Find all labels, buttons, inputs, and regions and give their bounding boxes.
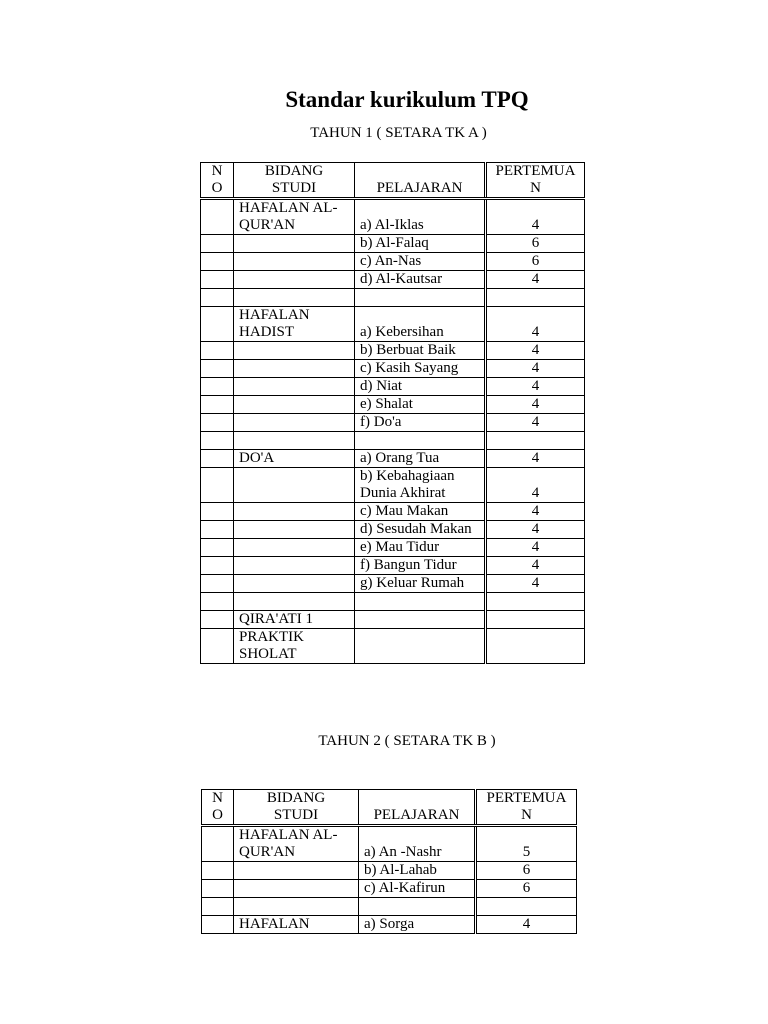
curriculum-table-tahun-1 bbox=[200, 162, 585, 664]
cell-no bbox=[201, 271, 234, 289]
cell-pelajaran bbox=[359, 898, 476, 916]
cell-bidang-studi bbox=[234, 378, 355, 396]
bidang-studi-text: HAFALAN AL- bbox=[239, 827, 338, 843]
cell-pelajaran bbox=[355, 593, 486, 611]
pelajaran-text: c) An-Nas bbox=[360, 253, 422, 269]
column-header-text: N bbox=[521, 807, 532, 823]
table-header bbox=[201, 163, 585, 199]
column-header-text: N bbox=[212, 790, 223, 806]
cell-pelajaran bbox=[359, 916, 476, 934]
column-header-text: PERTEMUA bbox=[495, 163, 576, 179]
table-row bbox=[201, 253, 585, 271]
cell-bidang-studi bbox=[234, 557, 355, 575]
cell-pertemuan: 6 bbox=[476, 880, 577, 898]
cell-bidang-studi bbox=[234, 307, 355, 342]
cell-bidang-studi bbox=[234, 539, 355, 557]
cell-bidang-studi bbox=[234, 503, 355, 521]
pelajaran-text: d) Al-Kautsar bbox=[360, 271, 443, 287]
curriculum-table-tahun-2 bbox=[201, 789, 577, 934]
table-header bbox=[202, 790, 577, 826]
cell-pertemuan: 4 bbox=[486, 575, 585, 593]
cell-pelajaran bbox=[359, 826, 476, 862]
pelajaran-text: c) Kasih Sayang bbox=[360, 360, 459, 376]
table-row bbox=[201, 593, 585, 611]
pelajaran-text: f) Do'a bbox=[360, 414, 402, 430]
cell-pertemuan: 5 bbox=[476, 826, 577, 862]
column-header-pertemuan bbox=[486, 163, 585, 199]
bidang-studi-text: HADIST bbox=[239, 324, 294, 340]
cell-bidang-studi bbox=[234, 575, 355, 593]
section-heading-tahun-2: TAHUN 2 ( SETARA TK B ) bbox=[318, 733, 496, 749]
pelajaran-text: c) Al-Kafirun bbox=[364, 880, 446, 896]
cell-pelajaran bbox=[355, 539, 486, 557]
table-row bbox=[202, 898, 577, 916]
cell-no bbox=[201, 396, 234, 414]
table-row bbox=[201, 378, 585, 396]
cell-no bbox=[201, 593, 234, 611]
cell-pertemuan: 4 bbox=[486, 468, 585, 503]
cell-pelajaran bbox=[355, 289, 486, 307]
bidang-studi-text: HAFALAN bbox=[239, 307, 310, 323]
cell-pelajaran bbox=[355, 629, 486, 664]
cell-pelajaran bbox=[355, 253, 486, 271]
table-row bbox=[201, 199, 585, 235]
table-row bbox=[201, 629, 585, 664]
table-row bbox=[201, 611, 585, 629]
pelajaran-text: f) Bangun Tidur bbox=[360, 557, 457, 573]
cell-pertemuan: 4 bbox=[486, 414, 585, 432]
table-row bbox=[201, 289, 585, 307]
column-header-no bbox=[201, 163, 234, 199]
cell-no bbox=[201, 575, 234, 593]
cell-bidang-studi bbox=[234, 611, 355, 629]
cell-pelajaran bbox=[355, 450, 486, 468]
cell-no bbox=[201, 557, 234, 575]
table-row bbox=[201, 575, 585, 593]
cell-pelajaran bbox=[355, 396, 486, 414]
cell-pertemuan: 6 bbox=[486, 235, 585, 253]
cell-no bbox=[201, 611, 234, 629]
pelajaran-text: b) Al-Lahab bbox=[364, 862, 437, 878]
cell-pertemuan bbox=[486, 289, 585, 307]
cell-pertemuan: 6 bbox=[476, 862, 577, 880]
column-header-text: BIDANG bbox=[266, 790, 326, 806]
cell-pertemuan: 4 bbox=[486, 503, 585, 521]
cell-pelajaran bbox=[355, 611, 486, 629]
table-row bbox=[201, 307, 585, 342]
bidang-studi-text: QIRA'ATI 1 bbox=[239, 611, 313, 627]
pelajaran-text: d) Niat bbox=[360, 378, 403, 394]
cell-bidang-studi bbox=[234, 521, 355, 539]
cell-bidang-studi bbox=[234, 235, 355, 253]
section-heading-tahun-1: TAHUN 1 ( SETARA TK A ) bbox=[310, 125, 487, 141]
cell-pertemuan bbox=[486, 432, 585, 450]
header-row bbox=[201, 163, 585, 199]
cell-pelajaran bbox=[355, 271, 486, 289]
cell-no bbox=[201, 378, 234, 396]
cell-no bbox=[201, 521, 234, 539]
cell-bidang-studi bbox=[234, 289, 355, 307]
pelajaran-text: e) Shalat bbox=[360, 396, 413, 412]
column-header-text: PELAJARAN bbox=[376, 180, 463, 196]
table-row bbox=[202, 826, 577, 862]
cell-bidang-studi bbox=[234, 271, 355, 289]
cell-pelajaran bbox=[355, 199, 486, 235]
table-body bbox=[201, 199, 585, 664]
column-header-bidang-studi bbox=[234, 790, 359, 826]
column-header-text: STUDI bbox=[273, 807, 319, 823]
cell-bidang-studi bbox=[234, 826, 359, 862]
column-header-bidang-studi bbox=[234, 163, 355, 199]
cell-pertemuan: 4 bbox=[486, 342, 585, 360]
cell-bidang-studi bbox=[234, 253, 355, 271]
column-header-text: PELAJARAN bbox=[373, 807, 460, 823]
cell-no bbox=[202, 916, 234, 934]
cell-pelajaran bbox=[355, 557, 486, 575]
table-row bbox=[202, 916, 577, 934]
cell-bidang-studi bbox=[234, 450, 355, 468]
cell-no bbox=[201, 414, 234, 432]
cell-bidang-studi bbox=[234, 360, 355, 378]
cell-bidang-studi bbox=[234, 880, 359, 898]
bidang-studi-text: HAFALAN bbox=[239, 916, 310, 932]
cell-bidang-studi bbox=[234, 396, 355, 414]
table-row bbox=[201, 271, 585, 289]
cell-no bbox=[202, 880, 234, 898]
cell-no bbox=[201, 199, 234, 235]
pelajaran-text: a) Kebersihan bbox=[360, 324, 444, 340]
pelajaran-text: b) Berbuat Baik bbox=[360, 342, 456, 358]
cell-pelajaran bbox=[355, 575, 486, 593]
cell-bidang-studi bbox=[234, 916, 359, 934]
column-header-text: O bbox=[211, 180, 223, 196]
column-header-no bbox=[202, 790, 234, 826]
cell-bidang-studi bbox=[234, 342, 355, 360]
cell-bidang-studi bbox=[234, 199, 355, 235]
cell-pelajaran bbox=[355, 503, 486, 521]
cell-no bbox=[202, 826, 234, 862]
cell-pelajaran bbox=[355, 360, 486, 378]
cell-no bbox=[201, 629, 234, 664]
cell-pertemuan bbox=[486, 593, 585, 611]
cell-pelajaran bbox=[355, 432, 486, 450]
cell-pertemuan: 6 bbox=[486, 253, 585, 271]
cell-no bbox=[201, 235, 234, 253]
column-header-text: N bbox=[211, 163, 223, 179]
table-row bbox=[201, 557, 585, 575]
cell-pertemuan bbox=[486, 629, 585, 664]
cell-pertemuan bbox=[486, 611, 585, 629]
cell-pertemuan: 4 bbox=[486, 360, 585, 378]
cell-pelajaran bbox=[355, 235, 486, 253]
cell-bidang-studi bbox=[234, 432, 355, 450]
cell-bidang-studi bbox=[234, 629, 355, 664]
table-row bbox=[202, 880, 577, 898]
cell-pertemuan: 4 bbox=[486, 557, 585, 575]
cell-pertemuan: 4 bbox=[486, 307, 585, 342]
cell-pertemuan: 4 bbox=[486, 539, 585, 557]
cell-pertemuan: 4 bbox=[486, 378, 585, 396]
table-row bbox=[201, 503, 585, 521]
bidang-studi-text: SHOLAT bbox=[239, 646, 297, 662]
bidang-studi-text: DO'A bbox=[239, 450, 275, 466]
cell-pertemuan: 4 bbox=[486, 521, 585, 539]
bidang-studi-text: QUR'AN bbox=[239, 844, 296, 860]
table-row bbox=[201, 235, 585, 253]
cell-pelajaran bbox=[355, 342, 486, 360]
table-row bbox=[201, 539, 585, 557]
pelajaran-text: g) Keluar Rumah bbox=[360, 575, 465, 591]
column-header-text: O bbox=[212, 807, 223, 823]
page-title: Standar kurikulum TPQ bbox=[285, 87, 529, 112]
cell-no bbox=[201, 539, 234, 557]
cell-bidang-studi bbox=[234, 468, 355, 503]
table-row bbox=[201, 342, 585, 360]
pelajaran-text: a) Sorga bbox=[364, 916, 415, 932]
bidang-studi-text: QUR'AN bbox=[239, 217, 296, 233]
cell-pelajaran bbox=[355, 378, 486, 396]
column-header-text: PERTEMUA bbox=[486, 790, 567, 806]
cell-no bbox=[201, 360, 234, 378]
column-header-pelajaran bbox=[355, 163, 486, 199]
table-row bbox=[201, 521, 585, 539]
table-row bbox=[201, 414, 585, 432]
cell-pertemuan bbox=[476, 898, 577, 916]
pelajaran-text: e) Mau Tidur bbox=[360, 539, 440, 555]
cell-bidang-studi bbox=[234, 898, 359, 916]
cell-bidang-studi bbox=[234, 593, 355, 611]
cell-pelajaran bbox=[359, 880, 476, 898]
cell-pelajaran bbox=[359, 862, 476, 880]
pelajaran-text: b) Al-Falaq bbox=[360, 235, 429, 251]
column-header-text: STUDI bbox=[271, 180, 317, 196]
cell-no bbox=[202, 898, 234, 916]
column-header-text: N bbox=[530, 180, 541, 196]
table-row bbox=[202, 862, 577, 880]
cell-pertemuan: 4 bbox=[486, 396, 585, 414]
pelajaran-text: b) Kebahagiaan bbox=[360, 468, 455, 484]
cell-pertemuan: 4 bbox=[486, 450, 585, 468]
cell-pelajaran bbox=[355, 468, 486, 503]
cell-no bbox=[201, 253, 234, 271]
cell-bidang-studi bbox=[234, 862, 359, 880]
cell-pelajaran bbox=[355, 307, 486, 342]
table-row bbox=[201, 360, 585, 378]
table-row bbox=[201, 450, 585, 468]
cell-bidang-studi bbox=[234, 414, 355, 432]
cell-pelajaran bbox=[355, 414, 486, 432]
cell-no bbox=[201, 468, 234, 503]
table-row bbox=[201, 432, 585, 450]
cell-pertemuan: 4 bbox=[476, 916, 577, 934]
cell-no bbox=[201, 289, 234, 307]
table-row bbox=[201, 396, 585, 414]
cell-no bbox=[201, 307, 234, 342]
cell-pelajaran bbox=[355, 521, 486, 539]
bidang-studi-text: HAFALAN AL- bbox=[239, 200, 338, 216]
cell-no bbox=[201, 450, 234, 468]
pelajaran-text: a) An -Nashr bbox=[364, 844, 442, 860]
bidang-studi-text: PRAKTIK bbox=[239, 629, 305, 645]
header-row bbox=[202, 790, 577, 826]
cell-no bbox=[202, 862, 234, 880]
pelajaran-text: a) Orang Tua bbox=[360, 450, 440, 466]
cell-no bbox=[201, 432, 234, 450]
cell-pertemuan: 4 bbox=[486, 271, 585, 289]
cell-no bbox=[201, 342, 234, 360]
column-header-pertemuan bbox=[476, 790, 577, 826]
pelajaran-text: c) Mau Makan bbox=[360, 503, 449, 519]
cell-no bbox=[201, 503, 234, 521]
column-header-pelajaran bbox=[359, 790, 476, 826]
pelajaran-text: d) Sesudah Makan bbox=[360, 521, 472, 537]
cell-pertemuan: 4 bbox=[486, 199, 585, 235]
pelajaran-text: a) Al-Iklas bbox=[360, 217, 424, 233]
table-body bbox=[202, 826, 577, 934]
table-row bbox=[201, 468, 585, 503]
pelajaran-text: Dunia Akhirat bbox=[360, 485, 446, 501]
column-header-text: BIDANG bbox=[264, 163, 324, 179]
